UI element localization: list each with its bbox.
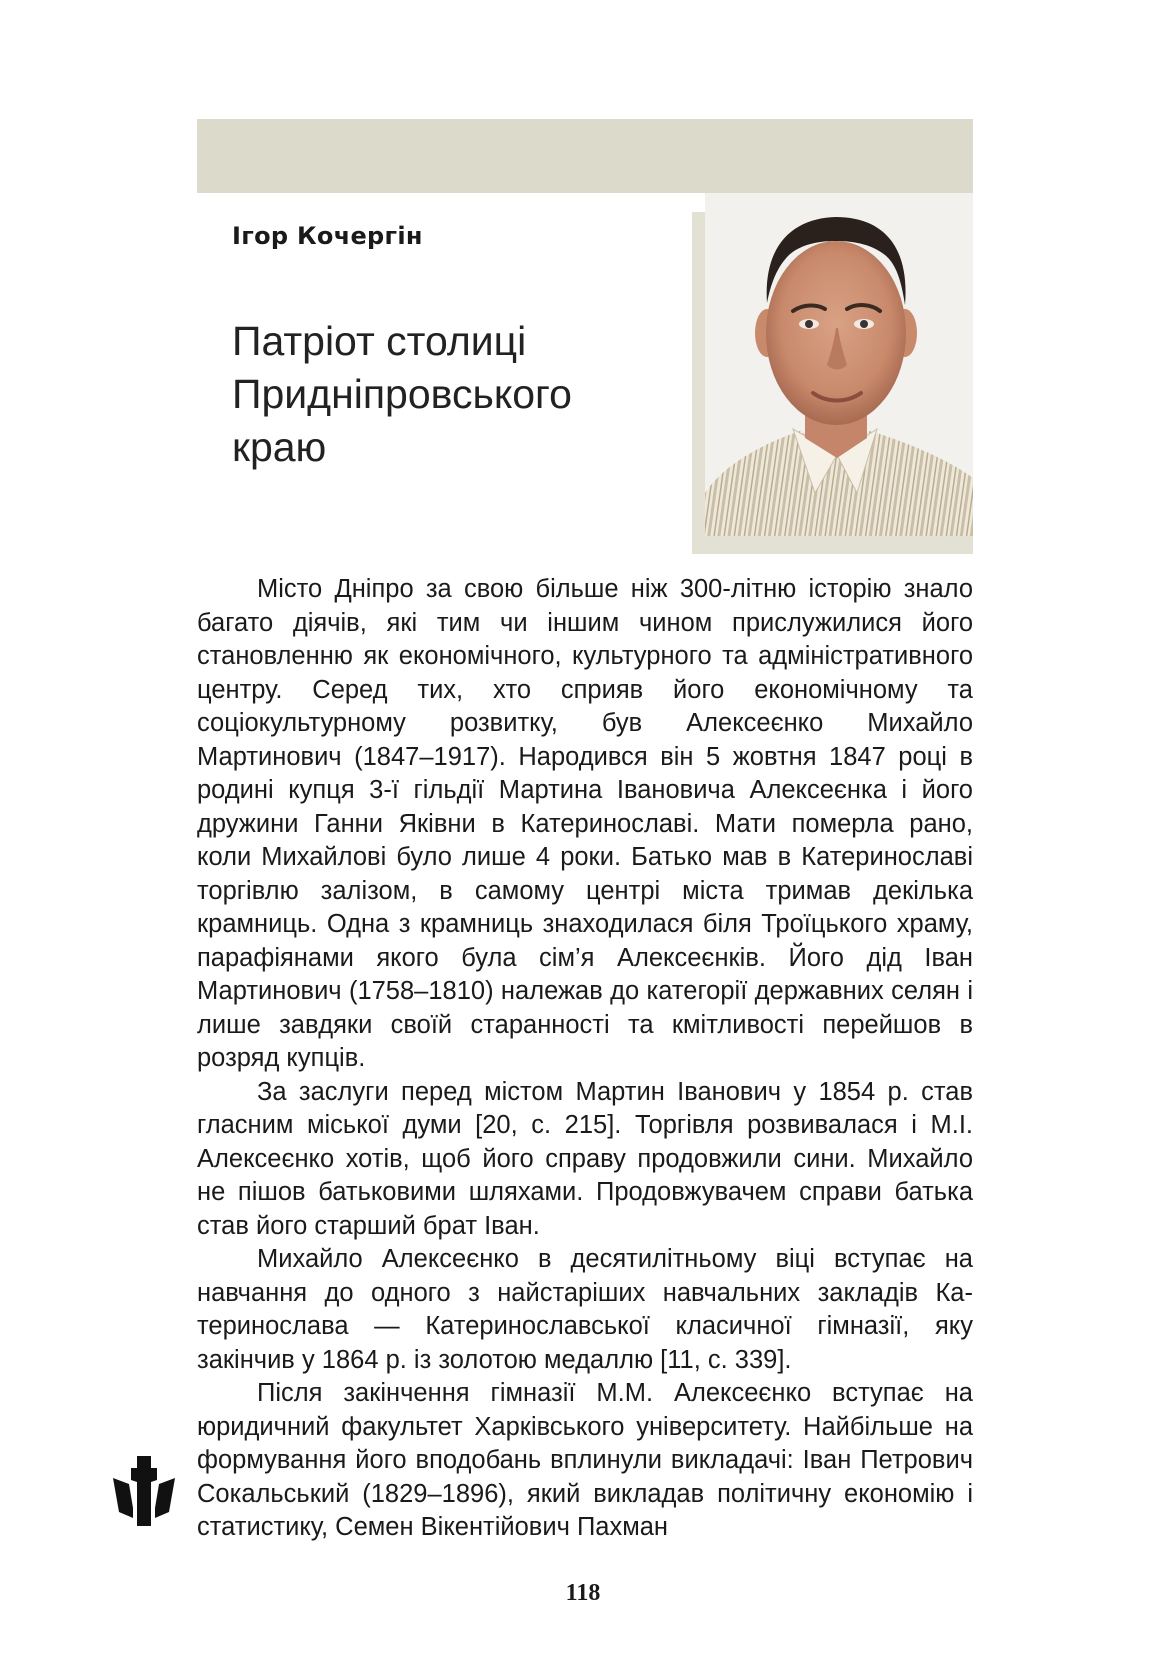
title-line-1: Патріот столиці: [232, 318, 527, 364]
author-portrait-image: [705, 193, 973, 536]
paragraph: Михайло Алексеєнко в десятилітньому віці вступає на навчання до одного з найстаріших навчальних закладів Катеринослава — Катеринославської класичної гімназії, яку закінчив у 1864 р. із золотою медаллю [11, с. 339].: [197, 1245, 973, 1374]
paragraph: За заслуги перед містом Мартин Іванович у 1854 р. став гласним міської думи [20, с. 215]. Торгівля розвивалася і М.І. Алексеєнко хотів, щоб його справу продовжили сини. Михайло не пішов батьковими шляхами. Продовжувачем справи батька став його старший брат Іван.: [197, 1077, 973, 1240]
author-name: Ігор Кочергін: [232, 222, 423, 250]
paragraph: Місто Дніпро за свою більше ніж 300-літню історію знало багато діячів, які тим чи іншим чином прислужилися його становленню як економічного, культурного та адміністративного центру. Серед тих, хто сприяв його економічному та соціокультурному розвитку, був Алексеєнко Михайло Мартинович (1847–1917). Народився він 5 жовтня 1847 році в родині купця 3-ї гільдії Мартина Івановича Алексеєнка і його дружини Ганни Яківни в Катеринославі. Мати померла рано, коли Михайлові було лише 4 роки. Батько мав в Катеринославі торгівлю залізом, в самому центрі міста тримав декілька крамниць. Одна з крамниць знаходилася біля Троїцького храму, парафіянами якого була сім’я Алексеєнків. Його дід Іван Мартинович (1758–1810) належав до категорії державних селян і лише завдяки своїй старанності та кмітливості перейшов в розряд купців.: [197, 575, 973, 1072]
paragraph: Після закінчення гімназії М.М. Алексеєнко вступає на юридичний факультет Харківського університету. Найбільше на формування його вподобань вплинули викладачі: Іван Петрович Сокальський (1829–1896), який викладав політичну економію і статистику, Семен Вікентійович Пахман: [197, 1379, 973, 1541]
author-portrait: [705, 193, 973, 536]
header-band: [197, 119, 973, 193]
title-line-3: краю: [232, 424, 327, 470]
publisher-logo-icon: [113, 1456, 175, 1526]
page-number: 118: [565, 1580, 601, 1606]
article-title: [232, 315, 672, 474]
article-body: [197, 573, 973, 1545]
title-line-2: Придніпровського: [232, 371, 572, 417]
